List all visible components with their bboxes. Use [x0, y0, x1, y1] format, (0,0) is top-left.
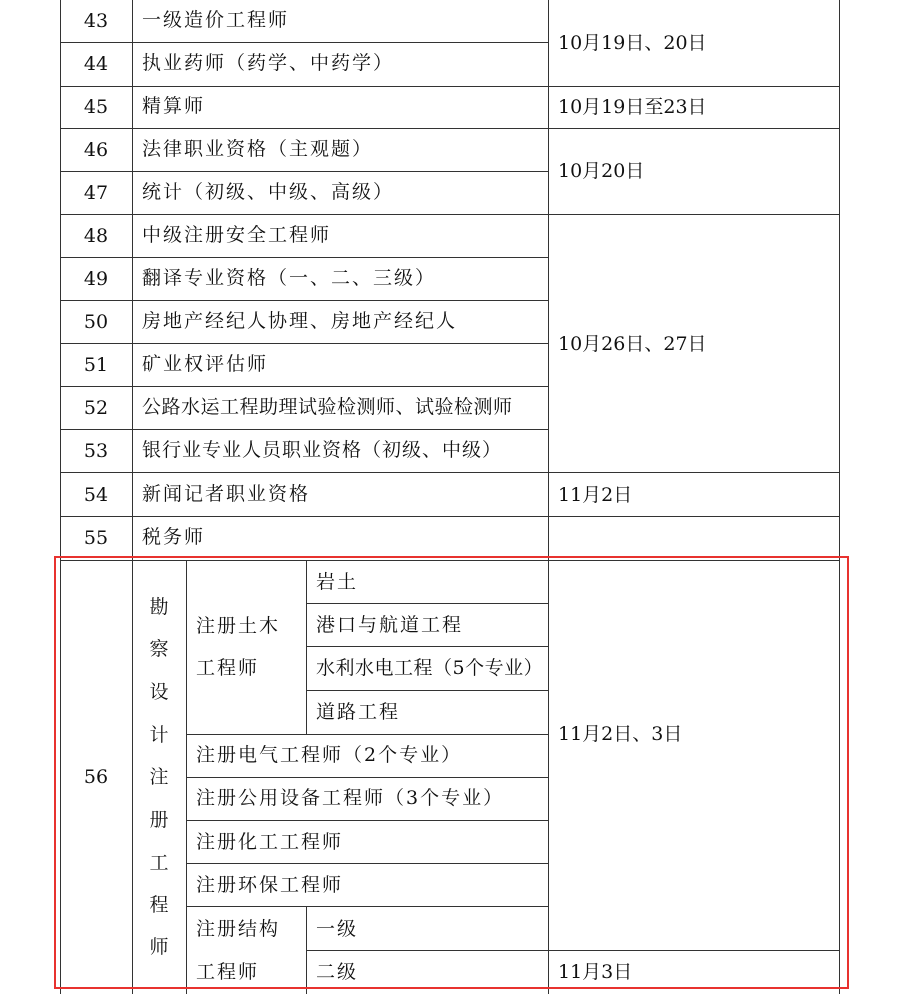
exam-name: 公路水运工程助理试验检测师、试验检测师	[142, 396, 513, 418]
row-number: 52	[83, 397, 109, 419]
utility-engineer: 注册公用设备工程师（3个专业）	[196, 787, 505, 809]
exam-name: 统计（初级、中级、高级）	[142, 181, 395, 203]
exam-date: 11月2日、3日	[558, 723, 683, 745]
row-line	[60, 472, 840, 473]
category-char: 计	[149, 724, 169, 746]
row-line	[60, 171, 548, 172]
civil-engineer-label: 注册土木	[196, 615, 281, 637]
category-char: 设	[149, 681, 169, 703]
row-number: 48	[83, 225, 109, 247]
row-line	[60, 257, 548, 258]
exam-name: 翻译专业资格（一、二、三级）	[142, 267, 437, 289]
exam-name: 执业药师（药学、中药学）	[142, 52, 395, 74]
row-number: 47	[83, 182, 109, 204]
exam-name: 矿业权评估师	[142, 353, 269, 375]
environmental-engineer: 注册环保工程师	[196, 874, 344, 896]
exam-name: 法律职业资格（主观题）	[142, 138, 374, 160]
exam-name: 新闻记者职业资格	[142, 483, 311, 505]
category-char: 程	[149, 894, 169, 916]
row-line	[60, 386, 548, 387]
row-number: 54	[83, 484, 109, 506]
row-line	[60, 429, 548, 430]
row-number: 56	[83, 766, 109, 788]
row-number: 50	[83, 311, 109, 333]
structural-engineer-label: 注册结构	[196, 918, 281, 940]
electrical-engineer: 注册电气工程师（2个专业）	[196, 744, 463, 766]
exam-date: 11月3日	[558, 961, 633, 983]
row-number: 43	[83, 10, 109, 32]
row-number: 55	[83, 527, 109, 549]
exam-date: 10月19日、20日	[558, 32, 707, 54]
structural-sub-item: 一级	[316, 918, 359, 940]
exam-name: 房地产经纪人协理、房地产经纪人	[142, 310, 458, 332]
chemical-engineer: 注册化工工程师	[196, 831, 344, 853]
row-number: 45	[83, 96, 109, 118]
category-char: 册	[149, 809, 169, 831]
exam-name: 税务师	[142, 526, 206, 548]
category-char: 注	[149, 766, 169, 788]
exam-name: 一级造价工程师	[142, 9, 290, 31]
row-line	[60, 343, 548, 344]
row-line	[60, 42, 548, 43]
civil-engineer-label: 工程师	[196, 657, 260, 679]
exam-name: 银行业专业人员职业资格（初级、中级）	[142, 439, 503, 461]
row-line	[60, 128, 840, 129]
row-line	[60, 86, 840, 87]
civil-sub-item: 港口与航道工程	[316, 614, 464, 636]
row-number: 44	[83, 53, 109, 75]
row-number: 49	[83, 268, 109, 290]
category-char: 师	[149, 936, 169, 958]
exam-date: 10月26日、27日	[558, 333, 707, 355]
row-line	[60, 214, 840, 215]
exam-date: 10月19日至23日	[558, 96, 707, 118]
structural-engineer-label: 工程师	[196, 961, 260, 983]
row-line	[60, 516, 840, 517]
row-number: 53	[83, 440, 109, 462]
row-number: 51	[83, 354, 109, 376]
highlight-box	[54, 556, 849, 989]
structural-sub-item: 二级	[316, 961, 359, 983]
civil-sub-item: 水利水电工程（5个专业）	[316, 657, 544, 679]
exam-date: 10月20日	[558, 160, 645, 182]
row-number: 46	[83, 139, 109, 161]
row-line	[60, 300, 548, 301]
exam-name: 精算师	[142, 95, 206, 117]
exam-name: 中级注册安全工程师	[142, 224, 332, 246]
category-char: 察	[149, 638, 169, 660]
category-char: 勘	[149, 596, 169, 618]
civil-sub-item: 道路工程	[316, 701, 401, 723]
category-char: 工	[149, 852, 169, 874]
exam-date: 11月2日	[558, 484, 633, 506]
civil-sub-item: 岩土	[316, 571, 359, 593]
